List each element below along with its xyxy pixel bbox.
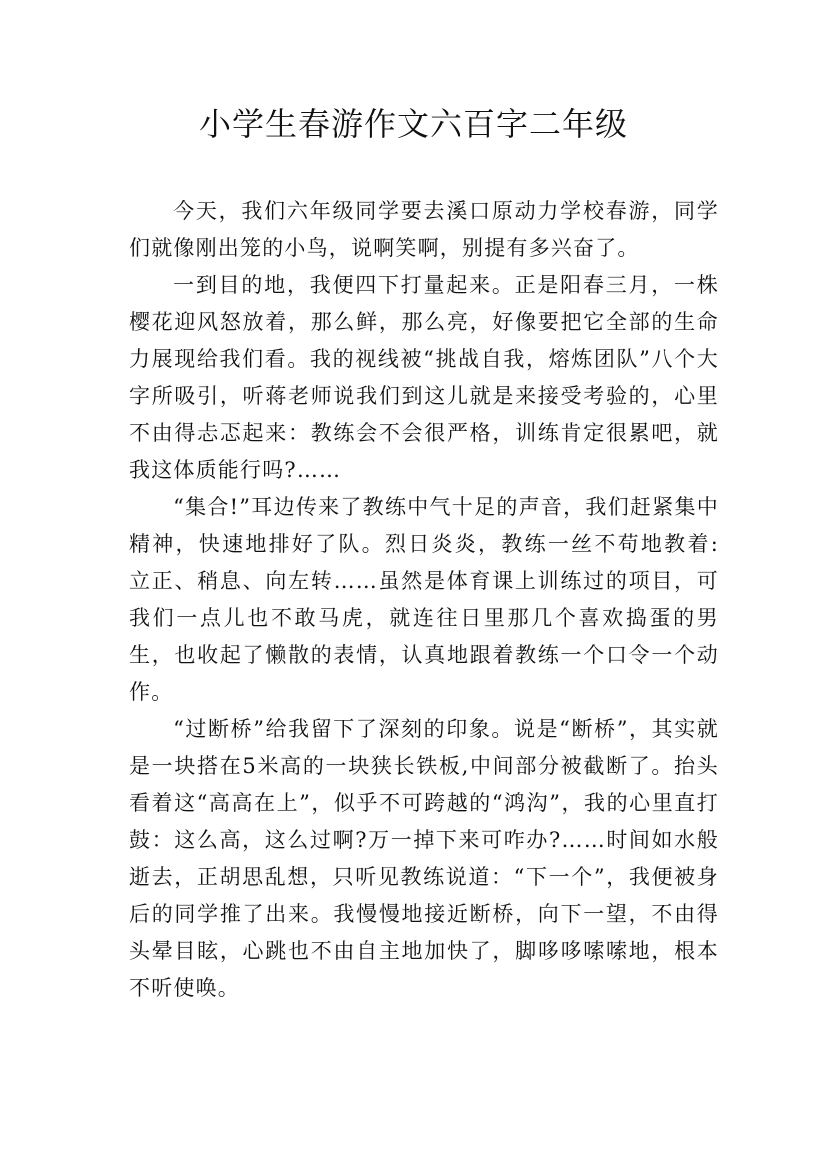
paragraph: 一到目的地，我便四下打量起来。正是阳春三月，一株樱花迎风怒放着，那么鲜，那么亮，好像要把它全部的生命力展现给我们看。我的视线被“挑战自我，熔炼团队”八个大字所吸引，听蒋老师说我们到这儿就是来接受考验的，心里不由得忐忑起来：教练会不会很严格，训练肯定很累吧，就我这体质能行吗?…… — [129, 273, 719, 482]
document-body — [129, 193, 719, 1007]
document-title: 小学生春游作文六百字二年级 — [198, 105, 628, 143]
paragraph: “过断桥”给我留下了深刻的印象。说是“断桥”，其实就是一块搭在5米高的一块狭长铁板,中间部分被截断了。抬头看着这“高高在上”，似乎不可跨越的“鸿沟”，我的心里直打鼓：这么高，这么过啊?万一掉下来可咋办?……时间如水般逝去，正胡思乱想，只听见教练说道：“下一个”，我便被身后的同学推了出来。我慢慢地接近断桥，向下一望，不由得头晕目眩，心跳也不由自主地加快了，脚哆哆嗦嗦地，根本不听使唤。 — [129, 717, 719, 1000]
paragraph: “集合!”耳边传来了教练中气十足的声音，我们赶紧集中精神，快速地排好了队。烈日炎炎，教练一丝不苟地教着: 立正、稍息、向左转……虽然是体育课上训练过的项目，可我们一点儿也不敢马虎，就连往日里那几个喜欢捣蛋的男生，也收起了懒散的表情，认真地跟着教练一个口令一个动作。 — [129, 495, 719, 704]
paragraph: 今天，我们六年级同学要去溪口原动力学校春游，同学们就像刚出笼的小鸟，说啊笑啊，别提有多兴奋了。 — [129, 199, 719, 260]
